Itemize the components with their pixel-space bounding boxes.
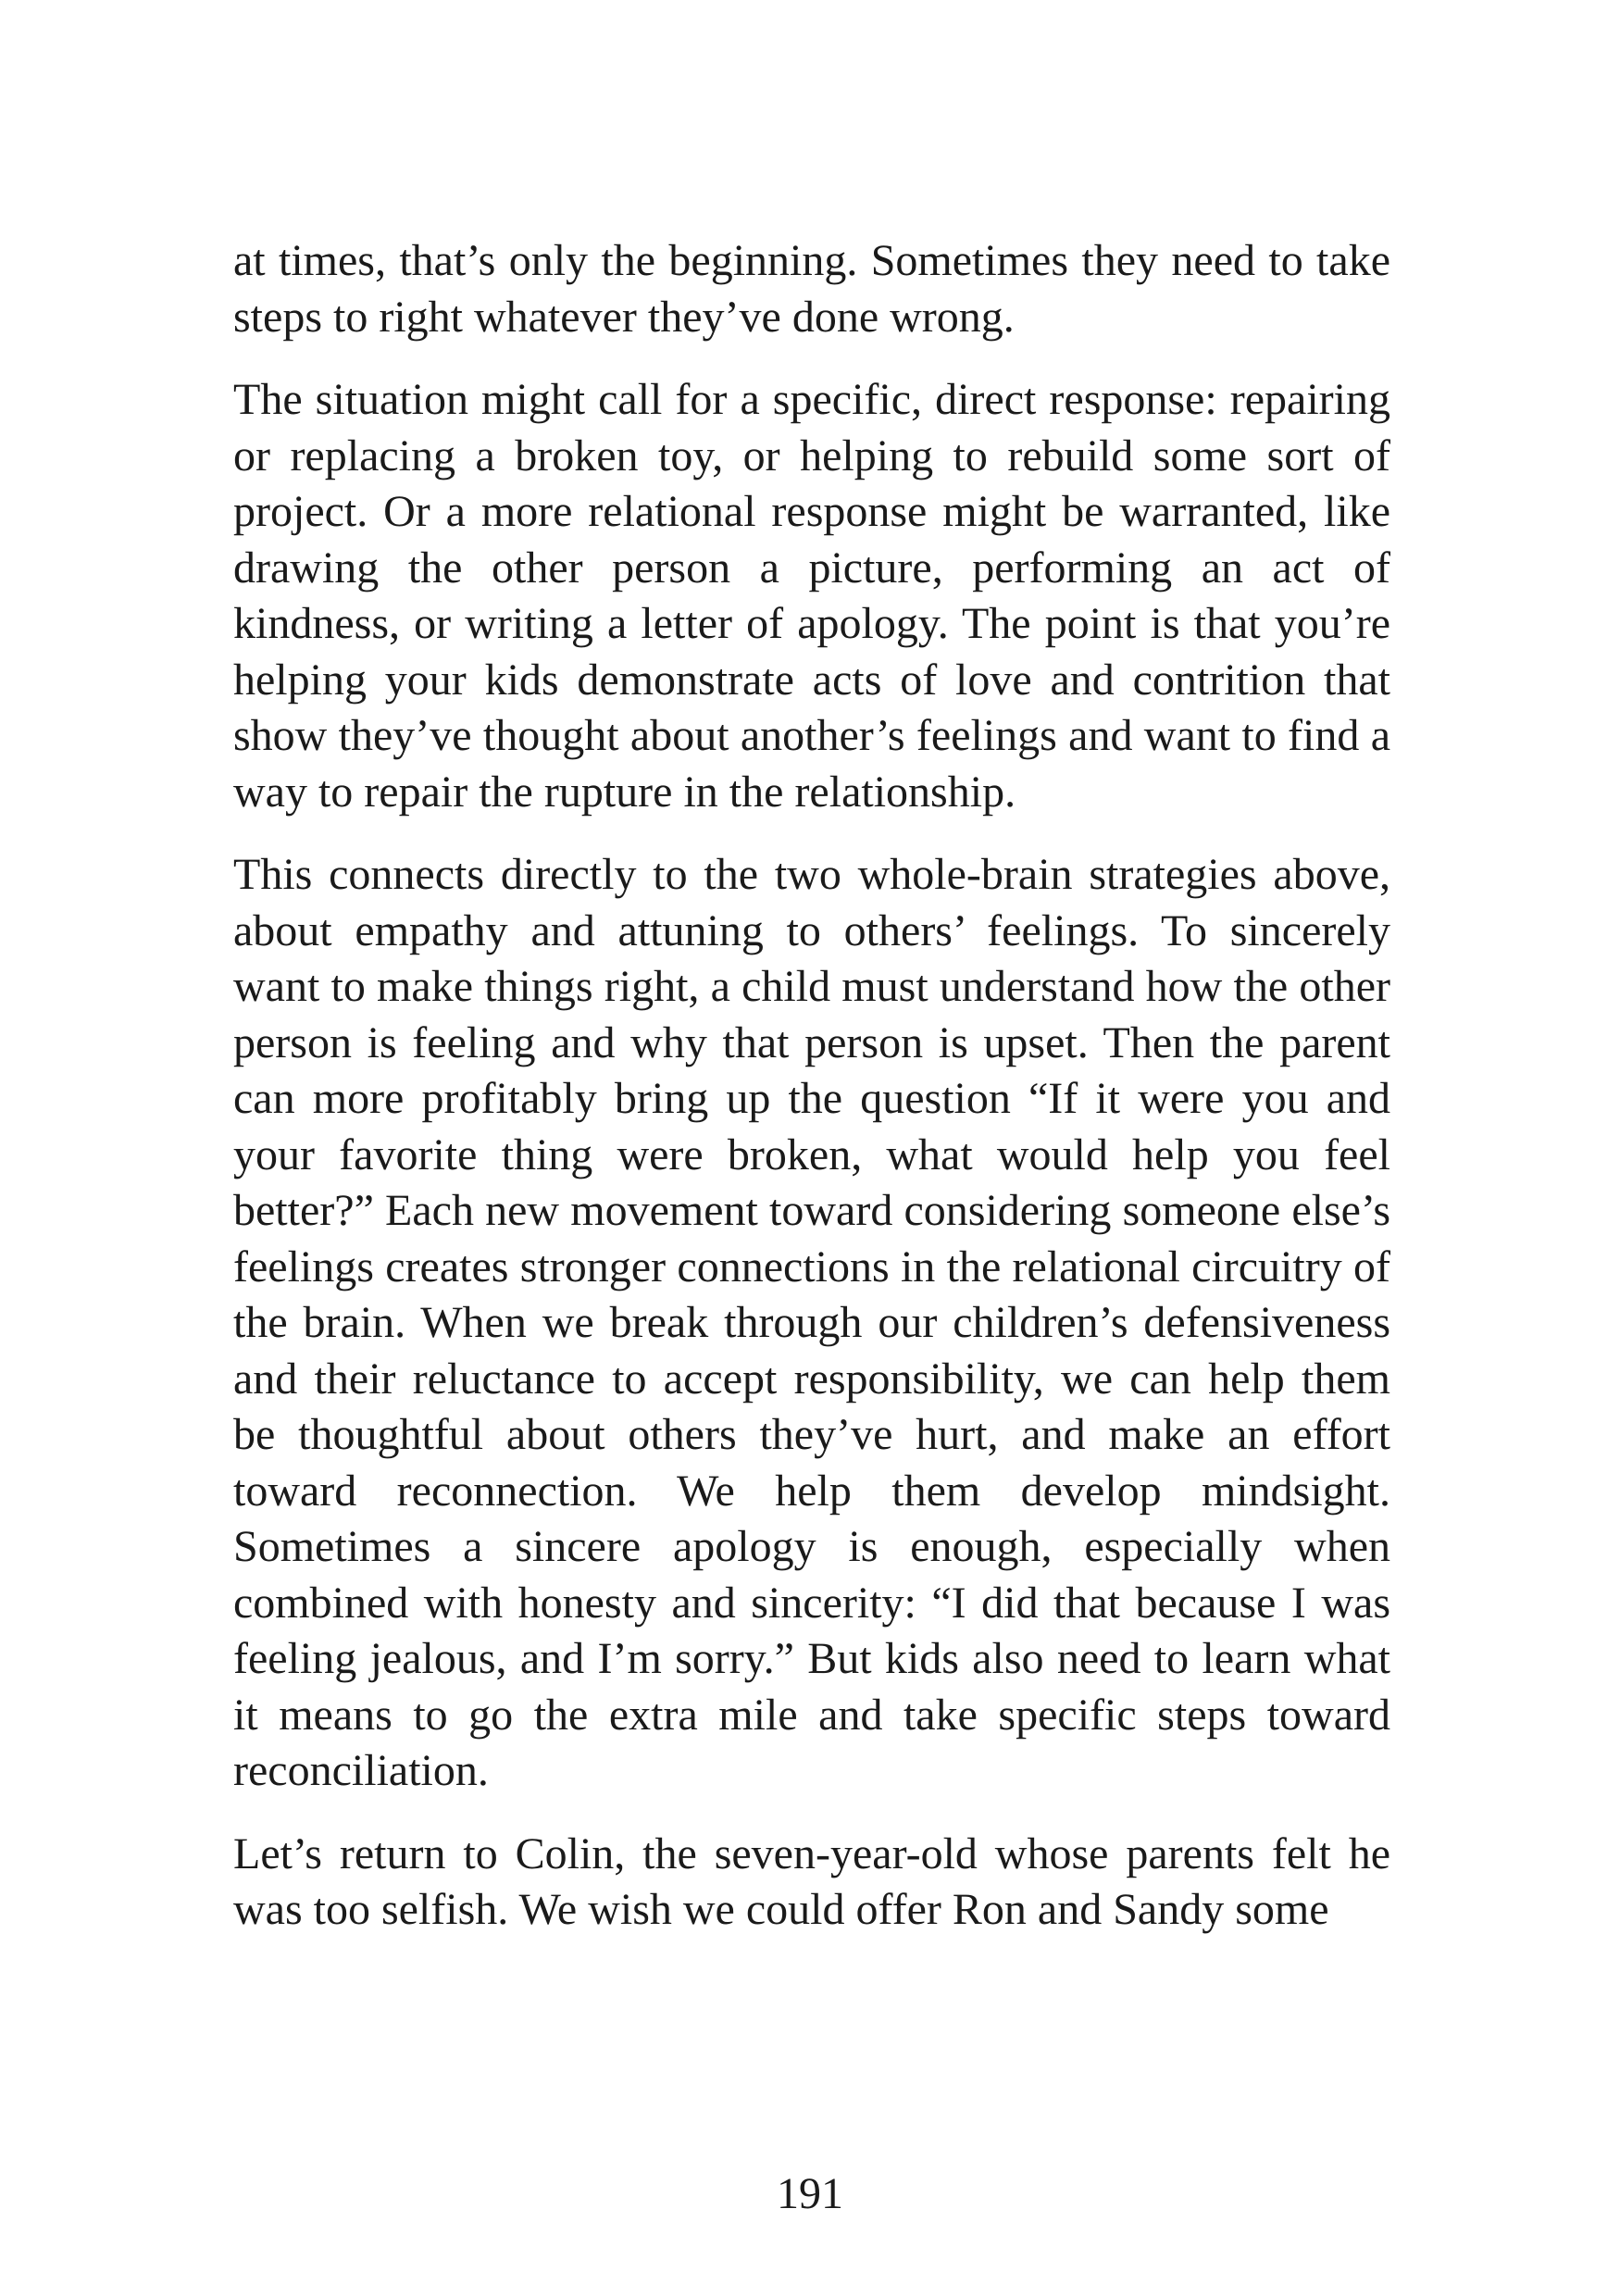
paragraph-2: The situation might call for a specific, direct response: repairing or replacing a broken toy, or helping to rebuild some sort of project. Or a more relational response might be warranted, like drawing the other person a picture, performing an act of kindness, or writing a letter of apology. The point is that you’re helping your kids demonstrate acts of love and contrition that show they’ve thought about another’s feelings and want to find a way to repair the rupture in the relationship. [233,375,1390,817]
paragraph-4: Let’s return to Colin, the seven-year-old whose parents felt he was too selfish. We wish we could offer Ron and Sandy some [233,1828,1390,1934]
paragraph-3: This connects directly to the two whole-brain strategies above, about empathy and attuning to others’ feelings. To sincerely want to make things right, a child must understand how the other person is feeling and why that person is upset. Then the parent can more profitably bring up the question “If it were you and your favorite thing were broken, what would help you feel better?” Each new movement toward considering someone else’s feelings creates stronger connections in the relational circuitry of the brain. When we break through our children’s defensiveness and their reluctance to accept responsibility, we can help them be thoughtful about others they’ve hurt, and make an effort toward reconnection. We help them develop mindsight. Sometimes a sincere apology is enough, especially when combined with honesty and sincerity: “I did that because I was feeling jealous, and I’m sorry.” But kids also need to learn what it means to go the extra mile and take specific steps toward reconciliation. [233,850,1390,1795]
page-number: 191 [777,2169,843,2218]
body-text [233,233,1390,1965]
paragraph-1: at times, that’s only the beginning. Sometimes they need to take steps to right whatever they’ve done wrong. [233,236,1390,342]
